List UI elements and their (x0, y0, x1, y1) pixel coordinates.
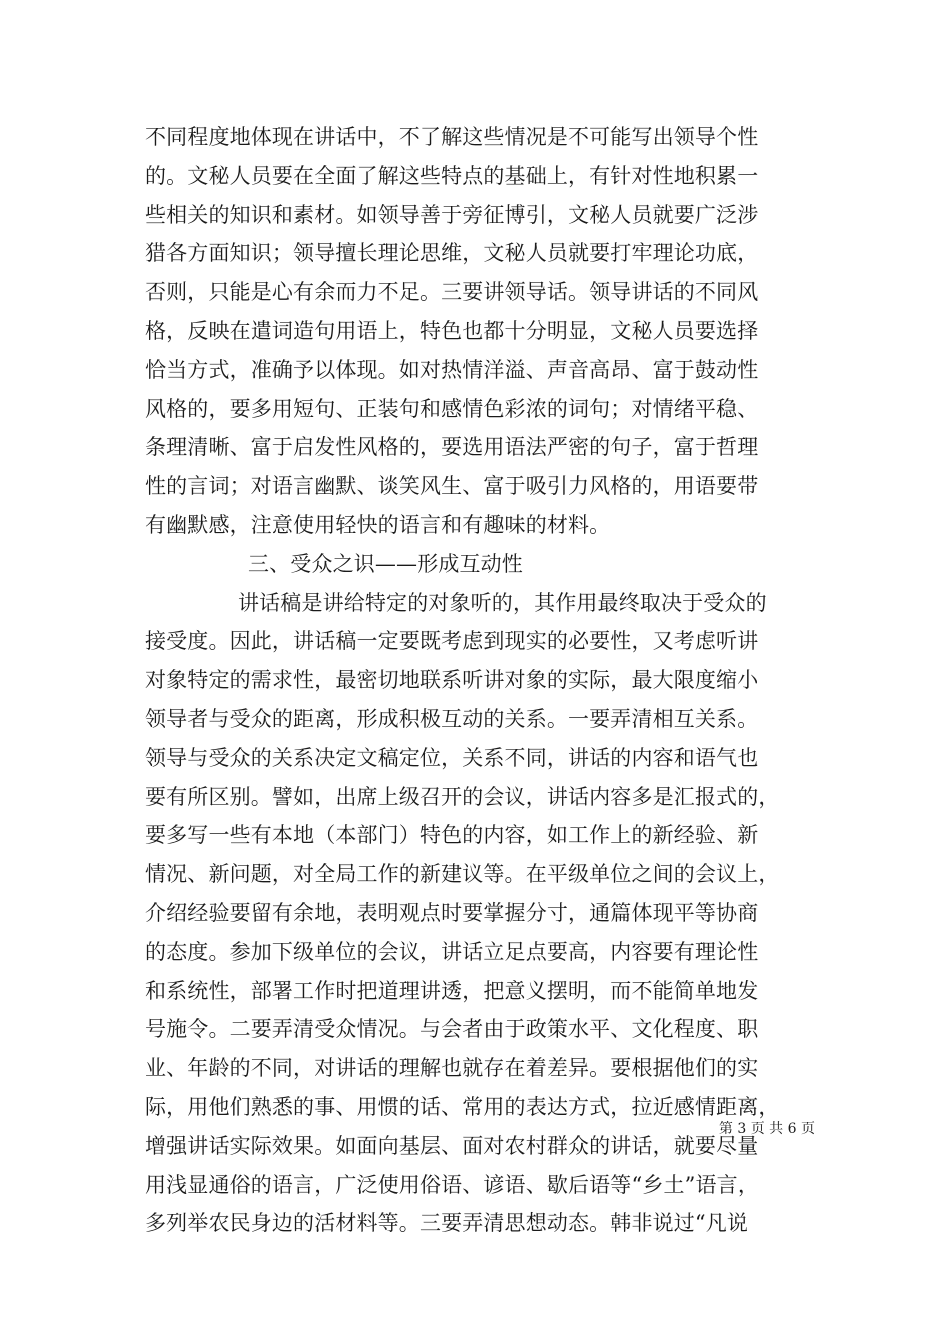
text-line: 格，反映在遣词造句用语上，特色也都十分明显，文秘人员要选择 (145, 318, 759, 343)
text-line: 的态度。参加下级单位的会议，讲话立足点要高，内容要有理论性 (145, 939, 759, 964)
text-line: 的。文秘人员要在全面了解这些特点的基础上，有针对性地积累一 (145, 163, 759, 188)
text-line: 些相关的知识和素材。如领导善于旁征博引，文秘人员就要广泛涉 (145, 202, 759, 227)
text-line: 恰当方式，准确予以体现。如对热情洋溢、声音高昂、富于鼓动性 (145, 357, 759, 382)
text-line: 有幽默感，注意使用轻快的语言和有趣味的材料。 (145, 512, 611, 537)
page-number-footer: 第 3 页 共 6 页 (718, 1121, 815, 1137)
text-line: 和系统性，部署工作时把道理讲透，把意义摆明，而不能简单地发 (145, 978, 759, 1003)
text-line: 要多写一些有本地（本部门）特色的内容，如工作上的新经验、新 (145, 823, 759, 848)
text-line: 接受度。因此，讲话稿一定要既考虑到现实的必要性，又考虑听讲 (145, 629, 759, 654)
text-line: 性的言词；对语言幽默、谈笑风生、富于吸引力风格的，用语要带 (145, 474, 759, 499)
text-line: 不同程度地体现在讲话中，不了解这些情况是不可能写出领导个性 (145, 125, 759, 149)
text-line: 号施令。二要弄清受众情况。与会者由于政策水平、文化程度、职 (145, 1017, 759, 1042)
text-line: 风格的，要多用短句、正装句和感情色彩浓的词句；对情绪平稳、 (145, 396, 759, 421)
text-line: 猎各方面知识；领导擅长理论思维，文秘人员就要打牢理论功底， (145, 241, 759, 266)
text-line: 要有所区别。譬如，出席上级召开的会议，讲话内容多是汇报式的， (145, 784, 780, 809)
text-line: 用浅显通俗的语言，广泛使用俗语、谚语、歇后语等“乡土”语言， (145, 1172, 759, 1197)
text-line: 增强讲话实际效果。如面向基层、面对农村群众的讲话，就要尽量 (145, 1133, 759, 1158)
body-text (145, 118, 815, 1243)
section-heading: 三、受众之识——形成互动性 (248, 551, 523, 576)
text-line: 条理清晰、富于启发性风格的，要选用语法严密的句子，富于哲理 (145, 435, 759, 460)
text-line: 否则，只能是心有余而力不足。三要讲领导话。领导讲话的不同风 (145, 280, 759, 305)
text-line: 讲话稿是讲给特定的对象听的，其作用最终取决于受众的 (238, 590, 767, 615)
text-line: 多列举农民身边的活材料等。三要弄清思想动态。韩非说过“凡说 (145, 1211, 749, 1236)
text-line: 领导与受众的关系决定文稿定位，关系不同，讲话的内容和语气也 (145, 745, 759, 770)
text-line: 际，用他们熟悉的事、用惯的话、常用的表达方式，拉近感情距离， (145, 1094, 780, 1119)
text-line: 情况、新问题，对全局工作的新建议等。在平级单位之间的会议上， (145, 862, 780, 887)
text-line: 对象特定的需求性，最密切地联系听讲对象的实际，最大限度缩小 (145, 668, 759, 693)
text-line: 领导者与受众的距离，形成积极互动的关系。一要弄清相互关系。 (145, 706, 759, 731)
text-line: 介绍经验要留有余地，表明观点时要掌握分寸，通篇体现平等协商 (145, 900, 759, 925)
text-line: 业、年龄的不同，对讲话的理解也就存在着差异。要根据他们的实 (145, 1056, 759, 1081)
